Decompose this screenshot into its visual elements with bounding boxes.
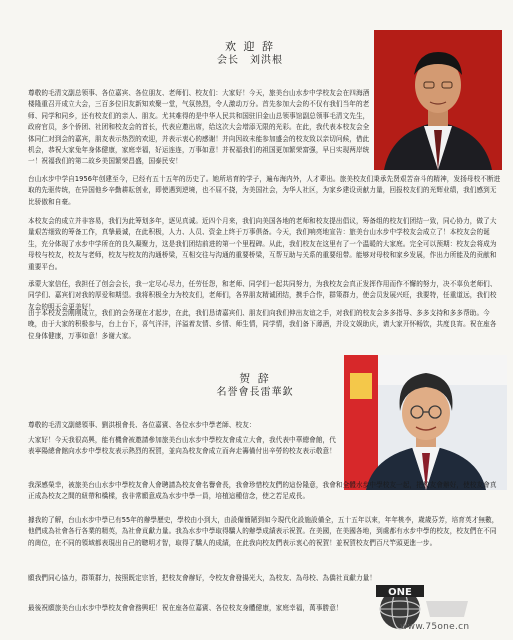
logo-text: ONE [388,587,412,598]
congratulation-paragraph-4: 願我們同心協力，群策群力，按照既定宗旨，把校友會辦好，令校友會發揚光大，為校友、為母校、為僑社貢獻力量！ [28,574,377,582]
welcome-title-block [180,40,320,68]
congratulation-title: 贺 辞 [239,372,271,385]
congratulation-paragraph-5: 最後祝願旅美台山水步中學校友會會務興旺！祝在座各位嘉賓、各位校友身體健康，家庭幸福，萬事勝意！ [28,604,343,612]
welcome-paragraph-2: 台山水步中学自1956年创建至今，已经有五十五年的历史了。她所培育的学子，遍布海内外，人才辈出。旅美校友们秉承先贤艰苦奋斗的精神，发扬母校不断进取的先驱传统，在异国他乡辛勤耕耘创业，即使遇到逆境，也不屈不挠，为美国社会，为华人社区，为家乡建设贡献力量，回报校友们的光辉业绩，我们感到无比骄傲和自豪。 [28,175,501,206]
welcome-paragraph-1: 尊敬的毛清文副总领事、各位嘉宾、各位朋友、老师们、校友们：大家好！今天，旅美台山水步中学校友会在四海酒楼隆重召开成立大会，三百多位旧友新知欢聚一堂，气氛热烈，令人激动万分。首先参加大会的不仅有我们当年的老师、同学和同乡，还有校友们的亲人、朋友。尤其难得的是中华人民共和国驻旧金山总领事馆副总领事毛清文先生，政府官员，多个侨团、社团和校友会的首长，代表应邀出席，给这次大会增添无限的光彩。在此，我代表本校友会全体同仁对到会的嘉宾，朋友表示热烈的欢迎，并表示衷心的感谢！并向因故未能参加盛会的校友致以亲切问候，借此机会，恭祝大家兔年身体健康，家庭幸福，好运连连，万事如意！并祝福我们的祖国更加繁荣富强，早日实现两岸统一！祝福我们的第二故乡美国繁荣昌盛，国泰民安！ [28,89,370,166]
site-watermark: www.75one.cn [400,622,470,632]
president-photo [374,30,502,170]
welcome-author: 会长 刘洪根 [217,55,283,66]
welcome-paragraph-4: 承蒙大家信任，我担任了创会会长，我一定尽心尽力，任劳任怨，和老师、同学们一起共同努力，为我校友会真正发挥作用而作不懈的努力，决不辜负老师们、同学们、嘉宾们对我的厚爱和期望。我将积极全力为校友们，老师们，各界朋友精诚团结，携手合作，群策群力，使会员发展兴旺，我要特，任重道远，我们校友会的明天会更美好！ [28,280,497,311]
congratulation-author: 名誉會長雷華欽 [216,387,294,398]
honorary-president-photo [344,355,507,490]
congratulation-paragraph-3: 據我的了解，台山水步中學已有55年的辦學歷史，學校由小到大，由設備簡陋到如今現代化設施設備全，五十五年以來，年年桃李，歲歲芬芳，培育英才無數，他們成為社會各行各業的精英，為社會貢獻力量。我為水步中學取得驕人的辦學成績表示祝賀。在美國，在美國各地，到處都有水步中學的校友，校友們在不同的崗位，在不同的領域都表現出自己的聰明才智，取得了驕人的成績，在此我向校友們表示衷心的祝賀！並祝賀校友們百尺竿頭更進一步。 [28,516,499,547]
welcome-paragraph-3: 本校友会的成立并非容易，我们为此筹划多年，逐见真诚。近四个月来，我们向美国各地的老师和校友提出倡议，筹备组的校友们团结一致，同心协力，做了大量艰苦细致的筹备工作，真挚最诚，在此积极，人力、人员、资金上终于万事俱备。今天，我们响亮地宣告：旅美台山水步中学校友会成立了！本校友会的诞生，充分体现了水步中学所在的良久凝聚力，这是我们团结前进的第一个里程碑。从此，我们校友在这里有了一个温暖的大家庭。完全可以预期：校友会将成为母校与校友，校友与老师，校友与校友的沟通桥梁，互相交往与沟通的重要桥梁，互帮互助与关系的重要纽带。能够对母校和家乡发展，作出力所能及的贡献和重要平台。 [28,217,497,271]
welcome-title: 欢 迎 辞 [225,40,275,53]
welcome-paragraph-5: 由于本校友会刚刚成立，我们的会务现在才起步，在此，我们恳请嘉宾们、朋友们向我们伸出友谊之手，对我们的校友会多多指导、多多支持和多多帮助。今晚，由于大家的积极参与，台上台下，喜气洋洋，洋溢着友情、乡情、师生情，同学情，我们备下薄酒，并设文娱助庆，请大家开怀畅饮，共度良宵。祝在座各位身体健康，万事如意！多谢大家。 [28,309,497,340]
congratulation-title-block [180,372,330,400]
congratulation-salutation: 尊敬的毛清文副總領事、劉洪根會長、各位嘉賓、各位水步中學老師、校友： [28,421,256,429]
congratulation-paragraph-2: 我深感榮幸，被旅美台山水步中學校友會人會聘請為校友會名譽會長，我會珍惜校友們的這份隆意，我會和全體水步中學校友一起，把校友會辦好，使校友會真正成為校友之間的紐帶和橋樑，我非常願意成為水步中學一員，培植這種信念，使之若足成長。 [28,481,497,501]
congratulation-paragraph-1: 大家好！今天我很高興，能有機會被邀請參加旅美台山水步中學校友會成立大會，我代表中華總會館，代表寧陽總會館向水步中學校友表示熱烈的祝賀，並向為校友會成立而奔走籌備付出辛勞的校友表示敬意！ [28,436,336,456]
